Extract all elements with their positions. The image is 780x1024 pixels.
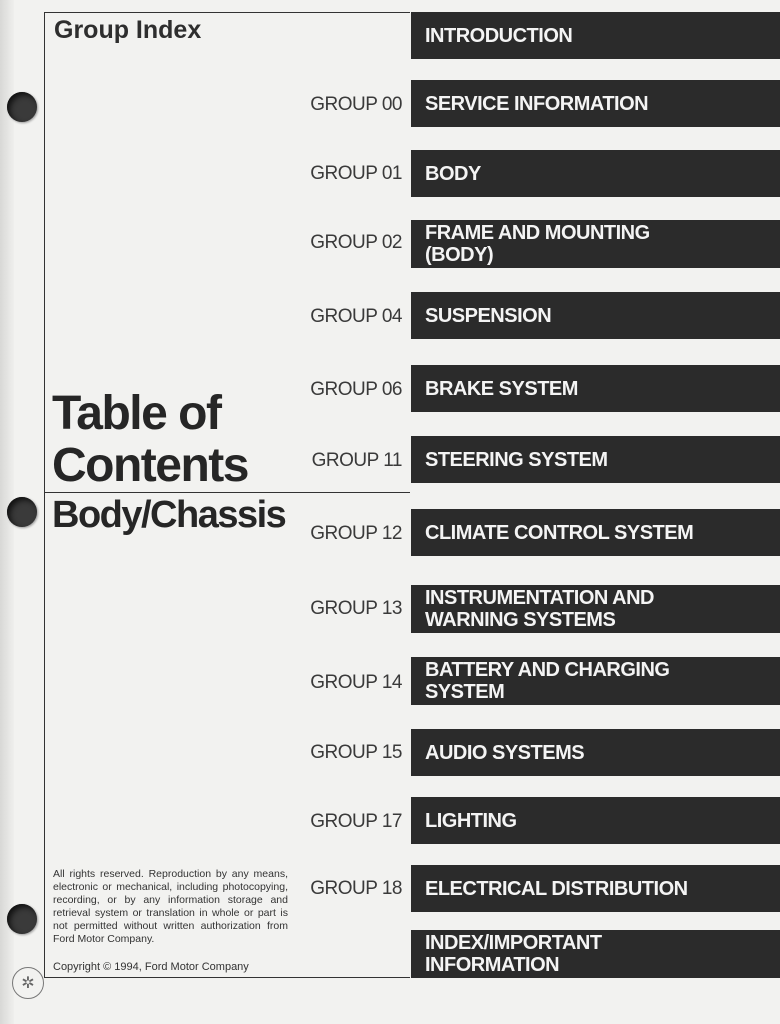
tab-introduction[interactable]: INTRODUCTION	[411, 12, 780, 59]
frame-bottom-rule	[44, 977, 410, 978]
tab-battery-and-charging[interactable]	[411, 657, 780, 705]
tab-label: INDEX/IMPORTANT INFORMATION	[425, 932, 602, 976]
frame-mid-rule	[44, 492, 410, 493]
group-number: GROUP 13	[310, 598, 402, 619]
tab-lighting[interactable]: LIGHTING	[411, 797, 780, 844]
tab-index-important-information[interactable]	[411, 930, 780, 978]
tab-climate-control-system[interactable]: CLIMATE CONTROL SYSTEM	[411, 509, 780, 556]
frame-left-rule	[44, 12, 45, 978]
binder-hole-top	[7, 92, 37, 122]
group-number: GROUP 12	[310, 523, 402, 544]
group-number: GROUP 18	[310, 878, 402, 899]
tab-suspension[interactable]: SUSPENSION	[411, 292, 780, 339]
tab-body[interactable]: BODY	[411, 150, 780, 197]
rights-notice: All rights reserved. Reproduction by any means, electronic or mechanical, including photocopying, recording, or by any information storage and retrieval system or translation in whole or part is not permitted without written authorization from Ford Motor Company.	[53, 868, 288, 945]
tab-service-information[interactable]: SERVICE INFORMATION	[411, 80, 780, 127]
binder-hole-bottom	[7, 904, 37, 934]
page-title	[52, 388, 248, 492]
tab-brake-system[interactable]: BRAKE SYSTEM	[411, 365, 780, 412]
group-number: GROUP 01	[310, 163, 402, 184]
page-title-line2: Contents	[52, 439, 248, 492]
tab-instrumentation[interactable]	[411, 585, 780, 633]
tab-label: BATTERY AND CHARGING SYSTEM	[425, 659, 670, 703]
page-title-line1: Table of	[52, 387, 221, 440]
ford-crest-icon: ✲	[12, 967, 44, 999]
tab-label: INSTRUMENTATION AND WARNING SYSTEMS	[425, 587, 654, 631]
group-index-heading: Group Index	[54, 16, 202, 44]
group-number: GROUP 11	[311, 450, 402, 471]
group-number: GROUP 00	[310, 94, 402, 115]
group-number: GROUP 14	[310, 672, 402, 693]
tab-audio-systems[interactable]: AUDIO SYSTEMS	[411, 729, 780, 776]
page-subtitle: Body/Chassis	[52, 494, 286, 536]
tab-frame-and-mounting[interactable]	[411, 220, 780, 268]
tab-label: FRAME AND MOUNTING (BODY)	[425, 222, 650, 266]
group-number: GROUP 02	[310, 232, 402, 253]
tab-steering-system[interactable]: STEERING SYSTEM	[411, 436, 780, 483]
tab-electrical-distribution[interactable]: ELECTRICAL DISTRIBUTION	[411, 865, 780, 912]
group-number: GROUP 06	[310, 379, 402, 400]
binder-hole-middle	[7, 497, 37, 527]
group-number: GROUP 17	[310, 811, 402, 832]
group-number: GROUP 04	[310, 306, 402, 327]
frame-top-rule	[44, 12, 410, 13]
copyright-notice: Copyright © 1994, Ford Motor Company	[53, 961, 249, 973]
group-number: GROUP 15	[310, 742, 402, 763]
